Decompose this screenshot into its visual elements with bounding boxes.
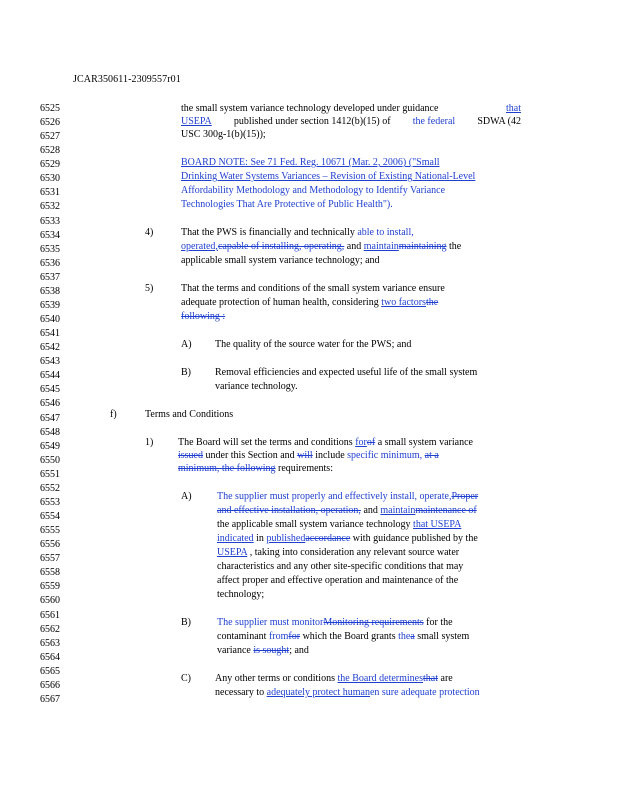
text-run: with guidance published by the [352,533,478,544]
inserted-text: The supplier must monitor [217,617,324,628]
line-number: 6542 [40,342,60,354]
line-number: 6550 [40,454,60,466]
inserted-text: the [398,631,411,642]
deleted-text: maintenance of [415,505,477,516]
text-line-6557 [217,547,459,559]
text-line-6555 [217,519,461,531]
text-run: are [440,673,453,684]
deleted-text: of [366,437,376,448]
inserted-text: for [355,437,367,448]
line-number: 6539 [40,299,60,311]
text-run: include [315,450,345,461]
text-line-6562 [217,617,453,629]
item-label-b: B) [181,367,191,378]
text-run: published under section 1412(b)(15) of [233,116,391,127]
text-line-6551 [178,463,333,475]
inserted-text: Technologies That Are Protective of Public Health"). [181,199,393,210]
inserted-text: USEPA [217,547,248,558]
text-line-6559: affect proper and effective operation and maintenance of the [217,575,459,586]
text-line-6525 [181,103,521,115]
line-number: 6562 [40,623,60,635]
text-run: the applicable small system variance technology [217,519,411,530]
line-number: 6528 [40,145,60,157]
inserted-text: published [266,533,306,544]
text-run: adequate protection of human health, considering [181,297,379,308]
text-line-6538: That the terms and conditions of the small system variance ensure [181,283,445,294]
inserted-text: adequately protect human [266,687,370,698]
line-number: 6563 [40,637,60,649]
deleted-text: for [288,631,301,642]
text-run: ; and [289,645,309,656]
line-number: 6536 [40,257,60,269]
deleted-text: Proper [451,491,479,502]
deleted-text: capable of installing, operating, [217,241,345,252]
text-run: The Board will set the terms and conditions [178,437,353,448]
text-run: the [449,241,462,252]
item-label-b: B) [181,617,191,628]
text-line-6558: characteristics and any other site-specific conditions that may [217,561,464,572]
text-line-6526 [181,116,521,128]
line-number: 6555 [40,525,60,537]
line-number: 6540 [40,314,60,326]
deleted-text: a [410,631,415,642]
inserted-text: that [506,103,521,114]
inserted-text: indicated [217,533,254,544]
inserted-text: that USEPA [413,519,462,530]
text-run: requirements: [278,463,333,474]
inserted-text: the federal [412,116,456,127]
line-number: 6565 [40,665,60,677]
line-number: 6549 [40,440,60,452]
item-label-4: 4) [145,227,154,238]
line-number: 6534 [40,229,60,241]
deleted-text: the [425,297,439,308]
line-number: 6566 [40,679,60,691]
text-run: in [256,533,264,544]
inserted-text: from [268,631,289,642]
inserted-text: two factors [381,297,426,308]
inserted-text: en sure adequate protection [369,687,480,698]
line-number: 6527 [40,131,60,143]
inserted-text: The supplier must properly and effectively install, operate, [217,491,452,502]
line-number: 6531 [40,187,60,199]
inserted-text: maintain [380,505,416,516]
line-number: 6525 [40,103,60,114]
line-number: 6533 [40,215,60,227]
item-label-c: C) [181,673,191,684]
line-number: 6532 [40,201,60,213]
text-line-6550 [178,450,439,462]
deleted-text: maintaining [398,241,447,252]
inserted-text: BOARD NOTE: See 71 Fed. Reg. 10671 (Mar. 2, 2006) ("Small [181,157,440,168]
line-number: 6553 [40,496,60,508]
section-heading: Terms and Conditions [145,409,234,420]
text-line-6527: USC 300g-1(b)(15)); [181,129,266,140]
line-number: 6558 [40,567,60,579]
text-run: and [346,241,362,252]
text-line-6540: following : [181,311,226,322]
text-run: That the PWS is financially and technically [181,227,355,238]
deleted-text: is sought [253,645,290,656]
text-line-6554 [217,505,477,517]
inserted-text: Affordability Methodology and Methodology to Identify Variance [181,185,446,196]
item-label-f: f) [110,409,117,420]
line-number: 6552 [40,482,60,494]
line-number: 6538 [40,285,60,297]
text-run: the small system variance technology developed under guidance [181,103,439,114]
item-label-5: 5) [145,283,154,294]
line-number: 6537 [40,271,60,283]
line-number: 6526 [40,117,60,129]
line-number: 6551 [40,468,60,480]
deleted-text: at a [424,450,439,461]
line-number: 6546 [40,398,60,410]
inserted-text: able to install, [357,227,414,238]
inserted-text: maintain [363,241,399,252]
inserted-text: operated, [181,241,218,252]
deleted-text: issued [178,450,203,461]
text-run: , taking into consideration any relevant source water [249,547,460,558]
line-number: 6529 [40,159,60,171]
text-line-6566 [215,673,453,685]
deleted-text: minimum, the following [178,463,276,474]
text-line-6545: variance technology. [215,381,298,392]
text-run: Any other terms or conditions [215,673,335,684]
text-run: which the Board grants [302,631,396,642]
line-number: 6547 [40,412,60,424]
line-number: 6559 [40,581,60,593]
inserted-text: Drinking Water Systems Variances – Revision of Existing National-Level [181,171,476,182]
deleted-text: that [423,673,439,684]
line-number: 6556 [40,539,60,551]
text-line-6567 [215,687,480,699]
item-label-1: 1) [145,437,154,448]
deleted-text: accordance [305,533,351,544]
text-line-6535 [181,241,461,253]
line-number: 6567 [40,693,60,705]
text-line-6542: The quality of the source water for the PWS; and [215,339,412,350]
board-note-line-6531 [181,185,445,197]
line-number: 6561 [40,609,60,621]
line-number: 6530 [40,173,60,185]
deleted-text: will [297,450,313,461]
text-run: SDWA (42 [477,116,521,127]
text-run: for the [426,617,453,628]
inserted-text: specific minimum, [347,450,423,461]
line-number: 6545 [40,384,60,396]
line-number: 6544 [40,370,60,382]
text-run: a small system variance [377,437,473,448]
line-number: 6548 [40,426,60,438]
item-label-a: A) [181,491,192,502]
text-line-6549 [178,437,473,449]
text-line-6556 [217,533,478,545]
text-run: variance [217,645,251,656]
text-line-6553 [217,491,478,503]
inserted-text: USEPA [181,116,212,127]
deleted-text: and effective installation, operation, [217,505,361,516]
line-number: 6560 [40,595,60,607]
text-run: contaminant [217,631,267,642]
board-note-line-6532 [181,199,393,211]
text-run: necessary to [215,687,265,698]
text-line-6539 [181,297,438,309]
item-label-a: A) [181,339,192,350]
board-note-line-6530 [181,171,475,183]
inserted-text: the Board determines [337,673,424,684]
text-run: small system [417,631,470,642]
deleted-text: Monitoring requirements [323,617,424,628]
text-line-6563 [217,631,469,643]
document-id-header: JCAR350611-2309557r01 [73,74,181,85]
text-line-6536: applicable small system variance technology; and [181,255,380,266]
text-line-6564 [217,645,309,657]
text-line-6560: technology; [217,589,265,600]
line-number: 6543 [40,356,60,368]
board-note-line-6529 [181,157,503,169]
text-run: and [363,505,378,516]
line-number: 6554 [40,511,60,523]
line-number: 6564 [40,651,60,663]
line-number: 6535 [40,243,60,255]
line-number: 6557 [40,553,60,565]
text-line-6544: Removal efficiencies and expected useful life of the small system [215,367,478,378]
text-line-6534 [181,227,414,239]
text-run: under this Section and [205,450,295,461]
line-number: 6541 [40,328,60,340]
